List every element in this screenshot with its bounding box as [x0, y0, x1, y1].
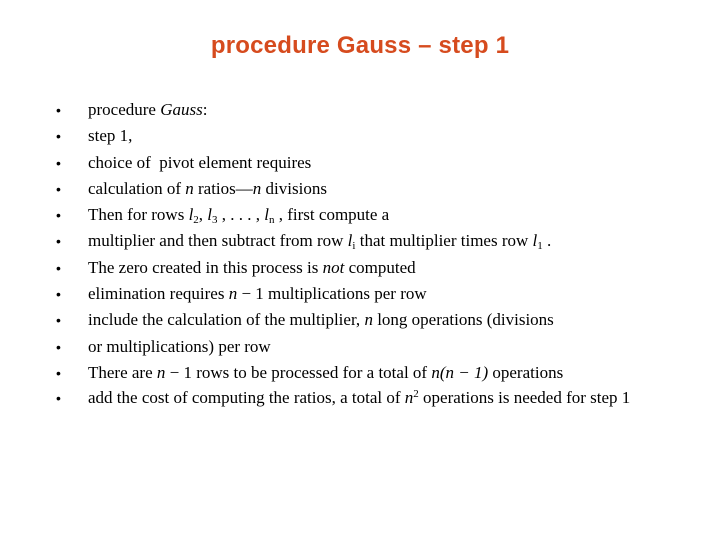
math-subscript: 3 [212, 214, 218, 227]
math-variable: n [252, 178, 262, 198]
bullet-item [56, 386, 696, 410]
math-variable: l [207, 205, 213, 225]
bullet-text: There are [88, 362, 157, 382]
bullet-item [56, 360, 696, 386]
bullet-text: include the calculation of the multiplier, [88, 310, 365, 330]
math-variable: l [264, 205, 270, 225]
bullet-text: − 1 rows to be processed for a total of [165, 362, 432, 382]
math-subscript: 1 [537, 240, 543, 253]
bullet-item [56, 97, 696, 123]
bullet-text: − 1 multiplications per row [237, 284, 427, 304]
bullet-glyph: • [56, 180, 61, 197]
slide-title: procedure Gauss – step 1 [210, 32, 510, 59]
math-variable: l [347, 231, 353, 251]
bullet-text: : [202, 100, 208, 119]
bullet-glyph: • [56, 207, 61, 224]
bullet-text: . [542, 231, 552, 251]
bullet-text: multiplier and then subtract from row [88, 231, 348, 251]
bullet-item [56, 202, 696, 228]
bullet-text: elimination requires [88, 284, 229, 304]
bullet-text: choice of pivot element requires [88, 152, 312, 172]
bullet-item [56, 334, 696, 360]
bullet-item [56, 150, 696, 176]
math-variable: n [156, 362, 166, 382]
bullet-text: divisions [261, 178, 327, 198]
math-variable: ( [439, 362, 446, 382]
math-variable: − 1) [454, 362, 489, 382]
bullet-item [56, 176, 696, 202]
bullet-text: procedure [88, 100, 161, 119]
math-variable: l [188, 205, 194, 225]
bullet-text: ratios— [193, 178, 253, 198]
math-variable: l [532, 231, 538, 251]
math-variable: n [445, 362, 454, 382]
bullet-item [56, 281, 696, 307]
bullet-text: that multiplier times row [355, 231, 533, 251]
bullet-text: long operations (divisions [372, 310, 554, 330]
math-variable: n [364, 310, 373, 330]
bullet-glyph: • [56, 154, 61, 171]
bullet-glyph: • [56, 364, 61, 381]
bullet-glyph: • [56, 338, 61, 355]
math-variable: n [185, 178, 194, 198]
bullet-text: add the cost of computing the ratios, a total of [88, 388, 405, 408]
bullet-text: operations [488, 362, 564, 382]
math-subscript: i [352, 240, 356, 253]
bullet-item [56, 307, 696, 333]
bullet-item [56, 123, 696, 149]
bullet-text: step 1, [88, 126, 133, 146]
bullet-glyph: • [56, 286, 61, 303]
bullet-text: computed [344, 257, 416, 277]
math-superscript: 2 [413, 388, 419, 401]
bullet-list [56, 97, 696, 410]
bullet-text: or multiplications) per row [88, 336, 271, 356]
bullet-text: , . . . , [217, 205, 265, 225]
bullet-glyph: • [56, 233, 61, 250]
bullet-glyph: • [56, 102, 61, 118]
bullet-text-italic: Gauss [160, 100, 203, 119]
bullet-text: calculation of [88, 178, 186, 198]
math-variable: n [431, 362, 440, 382]
bullet-text: , first compute a [274, 205, 390, 225]
bullet-glyph: • [56, 128, 61, 145]
bullet-text: Then for rows [88, 205, 189, 225]
bullet-glyph: • [56, 259, 61, 276]
math-subscript: n [269, 214, 275, 227]
bullet-glyph: • [56, 312, 61, 329]
bullet-text: , [198, 205, 208, 225]
math-subscript: 2 [193, 214, 199, 227]
bullet-glyph: • [56, 390, 61, 407]
bullet-text: operations is needed for step 1 [418, 388, 631, 408]
math-variable: n [404, 388, 414, 408]
bullet-text: The zero created in this process is [88, 257, 323, 277]
bullet-item [56, 255, 696, 281]
bullet-item [56, 228, 696, 254]
bullet-text-italic: not [322, 257, 345, 277]
math-variable: n [228, 284, 238, 304]
